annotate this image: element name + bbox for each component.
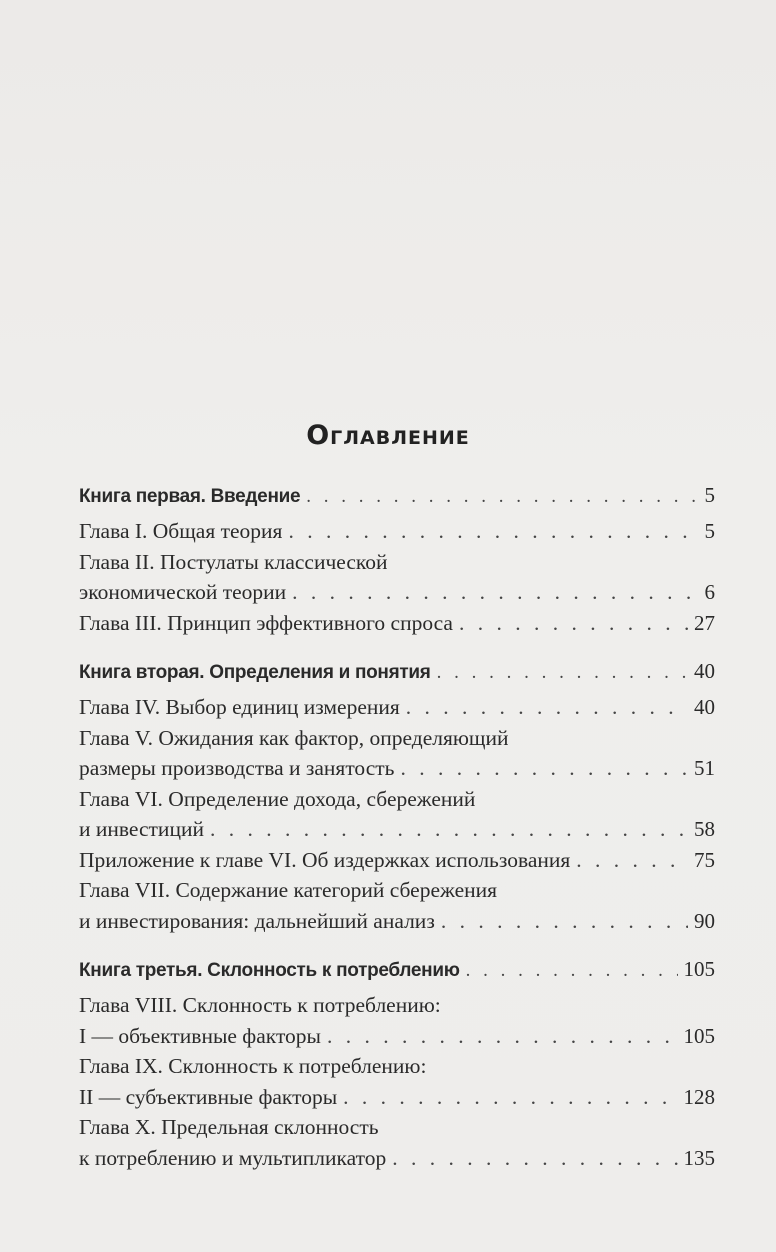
toc-entry[interactable] <box>79 692 715 723</box>
toc-entry[interactable] <box>79 875 715 936</box>
toc-entry[interactable] <box>79 845 715 876</box>
dot-leader <box>576 845 688 876</box>
toc-entry-line: Глава VIII. Склонность к потреблению: <box>79 993 441 1017</box>
toc-entry-last-line-label: и инвестиций <box>79 817 204 841</box>
page-number: 105 <box>683 957 715 981</box>
toc-entry-last-line-label: экономической теории <box>79 580 287 604</box>
page-number: 51 <box>694 756 715 780</box>
toc-entry-line: Глава IX. Склонность к потреблению: <box>79 1054 427 1078</box>
toc-entry-last-line-label: Приложение к главе VI. Об издержках использования <box>79 847 571 872</box>
toc-entry-last-line-label: и инвестирования: дальнейший анализ <box>79 908 435 933</box>
dot-leader <box>392 1143 677 1174</box>
book-heading[interactable] <box>79 480 715 512</box>
dot-leader <box>288 516 698 547</box>
page-number: 128 <box>683 1084 715 1109</box>
page-number: 27 <box>694 610 715 635</box>
toc-entry-last-line[interactable] <box>79 692 715 723</box>
dot-leader <box>437 658 688 688</box>
dot-leader <box>292 577 698 608</box>
toc-entry-last-line[interactable] <box>79 1021 715 1052</box>
book-heading[interactable] <box>79 656 715 688</box>
page-number: 75 <box>694 847 715 872</box>
page-number: 90 <box>694 908 715 933</box>
page-number: 135 <box>683 1145 715 1170</box>
toc-entry-last-line-label: I — объективные факторы <box>79 1023 322 1048</box>
book-section <box>79 954 715 1173</box>
toc-entry[interactable] <box>79 1112 715 1173</box>
book-heading[interactable] <box>79 954 715 986</box>
toc-entry[interactable] <box>79 990 715 1051</box>
book-section <box>79 480 715 638</box>
book-heading-label: Книга вторая. Определения и понятия <box>79 662 431 683</box>
toc-entry-last-line[interactable] <box>79 845 715 876</box>
dot-leader <box>406 692 688 723</box>
toc-entry-last-line-label: II — субъективные факторы <box>79 1084 338 1109</box>
toc-entry-last-line[interactable] <box>79 608 715 639</box>
toc-entry-last-line[interactable] <box>79 1143 715 1174</box>
toc-entry-last-line[interactable] <box>79 906 715 937</box>
toc-entry-last-line-label: Глава III. Принцип эффективного спроса <box>79 610 453 635</box>
page-number: 58 <box>694 817 715 841</box>
toc-entry-line: Глава V. Ожидания как фактор, определяющий <box>79 725 509 750</box>
dot-leader <box>400 753 688 784</box>
book-heading-label: Книга первая. Введение <box>79 486 301 507</box>
toc-entry-last-line-label: Глава I. Общая теория <box>79 519 283 543</box>
dot-leader <box>306 482 698 512</box>
toc-entry[interactable] <box>79 608 715 639</box>
toc-entry-last-line-label: размеры производства и занятость <box>79 756 395 780</box>
book-section <box>79 656 715 936</box>
toc-entry-last-line[interactable] <box>79 516 715 547</box>
toc-entry-line: Глава II. Постулаты классической <box>79 549 388 574</box>
dot-leader <box>459 608 688 639</box>
toc-entry-line: Глава VII. Содержание категорий сбережения <box>79 878 498 902</box>
toc-entry-line: Глава X. Предельная склонность <box>79 1115 379 1139</box>
dot-leader <box>441 906 688 937</box>
toc-entry-last-line[interactable] <box>79 577 715 608</box>
page-number: 5 <box>704 519 715 543</box>
toc-entry-last-line-label: к потреблению и мультипликатор <box>79 1145 387 1170</box>
page-number: 6 <box>704 580 715 604</box>
toc-entry-last-line-label: Глава IV. Выбор единиц измерения <box>79 695 400 719</box>
book-heading-label: Книга третья. Склонность к потреблению <box>79 960 460 981</box>
toc-entry[interactable] <box>79 784 715 845</box>
dot-leader <box>327 1021 677 1052</box>
dot-leader <box>466 956 678 986</box>
page-title: Оглавление <box>306 420 470 451</box>
toc-entry[interactable] <box>79 1051 715 1112</box>
page-number: 5 <box>704 483 715 507</box>
dot-leader <box>343 1082 677 1113</box>
toc-entry[interactable] <box>79 723 715 784</box>
page-number: 40 <box>694 659 715 683</box>
page-number: 105 <box>683 1023 715 1048</box>
toc-entry[interactable] <box>79 547 715 608</box>
table-of-contents <box>79 480 715 1191</box>
toc-entry-last-line[interactable] <box>79 814 715 845</box>
dot-leader <box>210 814 688 845</box>
toc-entry[interactable] <box>79 516 715 547</box>
toc-entry-last-line[interactable] <box>79 1082 715 1113</box>
toc-entry-last-line[interactable] <box>79 753 715 784</box>
page-number: 40 <box>694 695 715 719</box>
toc-entry-line: Глава VI. Определение дохода, сбережений <box>79 786 476 811</box>
